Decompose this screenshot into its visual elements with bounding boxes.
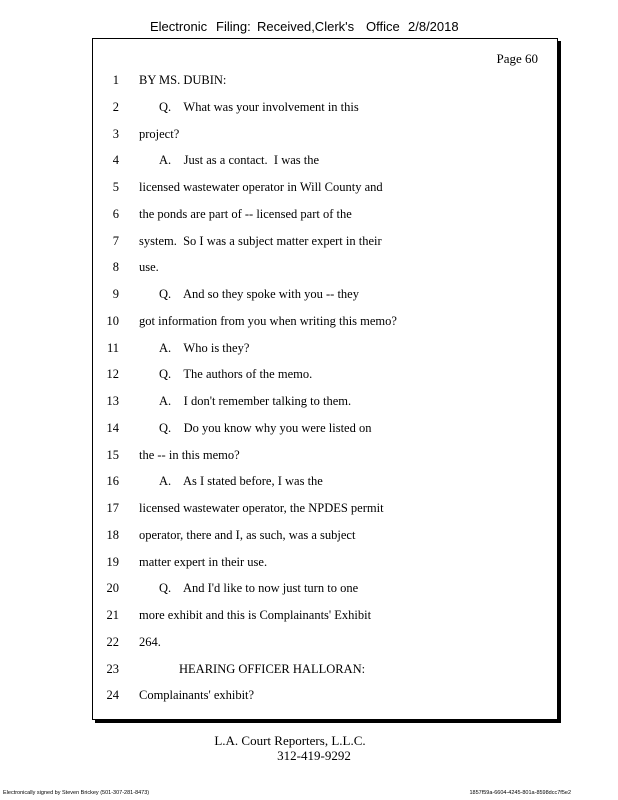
line-text: Q. And so they spoke with you -- they xyxy=(159,287,359,301)
transcript-line xyxy=(93,448,557,468)
line-text: operator, there and I, as such, was a subject xyxy=(139,527,356,542)
line-text: licensed wastewater operator, the NPDES permit xyxy=(139,501,384,515)
transcript-line xyxy=(93,581,557,601)
header-filing: Filing: xyxy=(216,19,251,34)
transcript-line xyxy=(93,180,557,200)
transcript-line xyxy=(93,688,557,708)
line-text: the ponds are part of -- licensed part of the xyxy=(139,206,352,221)
line-text: A. I don't remember talking to them. xyxy=(159,394,352,408)
transcript-line xyxy=(93,341,557,361)
line-text: matter expert in their use. xyxy=(139,554,268,569)
footer-phone: 312-419-9292 xyxy=(277,748,351,763)
line-number: 18 xyxy=(106,527,119,542)
line-text: Q. The authors of the memo. xyxy=(159,367,313,382)
line-text: 264. xyxy=(139,634,161,649)
line-text: Q. What was your involvement in this xyxy=(159,99,359,114)
signature-right: 1857f59a-6604-4245-801a-8598dcc7f5e2 xyxy=(469,790,571,796)
header-electronic: Electronic xyxy=(150,19,208,34)
line-text: the -- in this memo? xyxy=(139,447,240,462)
transcript-page xyxy=(92,38,558,720)
line-number: 6 xyxy=(112,206,119,221)
line-number: 12 xyxy=(106,367,119,382)
line-number: 4 xyxy=(112,153,119,168)
transcript-line xyxy=(93,635,557,655)
line-number: 3 xyxy=(112,126,119,141)
line-number: 16 xyxy=(106,474,119,489)
transcript-line xyxy=(93,73,557,93)
transcript-line xyxy=(93,394,557,414)
line-text: A. Just as a contact. I was the xyxy=(159,153,320,168)
line-number: 2 xyxy=(112,99,119,114)
line-number: 24 xyxy=(106,688,119,703)
line-text: HEARING OFFICER HALLORAN: xyxy=(179,661,366,676)
transcript-line xyxy=(93,555,557,575)
line-number: 17 xyxy=(106,501,119,515)
header-date: 2/8/2018 xyxy=(408,19,459,34)
line-number: 22 xyxy=(106,634,119,649)
line-number: 10 xyxy=(106,313,119,328)
transcript-line xyxy=(93,260,557,280)
line-number: 21 xyxy=(106,608,119,622)
line-text: system. So I was a subject matter expert in their xyxy=(139,233,382,248)
line-text: licensed wastewater operator in Will County and xyxy=(139,180,383,194)
page-number: Page 60 xyxy=(496,51,538,66)
line-number: 15 xyxy=(106,447,119,462)
line-number: 19 xyxy=(106,554,119,569)
line-number: 20 xyxy=(106,581,119,596)
transcript-line xyxy=(93,153,557,173)
line-number: 14 xyxy=(106,420,119,435)
line-text: BY MS. DUBIN: xyxy=(139,73,227,87)
transcript-line xyxy=(93,474,557,494)
line-number: 9 xyxy=(112,287,119,301)
transcript-line xyxy=(93,501,557,521)
footer-company: L.A. Court Reporters, L.L.C. xyxy=(214,733,366,748)
line-number: 11 xyxy=(106,340,119,355)
line-number: 5 xyxy=(112,180,119,194)
transcript-line xyxy=(93,421,557,441)
line-text: A. Who is they? xyxy=(159,340,250,355)
line-text: use. xyxy=(139,260,159,275)
line-text: Q. And I'd like to now just turn to one xyxy=(159,581,359,596)
transcript-line xyxy=(93,662,557,682)
transcript-line xyxy=(93,367,557,387)
transcript-line xyxy=(93,100,557,120)
line-text: Q. Do you know why you were listed on xyxy=(159,420,372,435)
transcript-line xyxy=(93,287,557,307)
transcript-line xyxy=(93,127,557,147)
header-office: Office xyxy=(366,19,400,34)
line-text: Complainants' exhibit? xyxy=(139,688,255,703)
line-text: more exhibit and this is Complainants' Exhibit xyxy=(139,608,372,622)
line-text: got information from you when writing this memo? xyxy=(139,313,397,328)
transcript-line xyxy=(93,608,557,628)
signature-left: Electronically signed by Steven Brickey (501-307-281-8473) xyxy=(3,790,150,796)
line-text: project? xyxy=(139,126,180,141)
transcript-line xyxy=(93,314,557,334)
header-received: Received,Clerk's xyxy=(257,19,355,34)
line-text: A. As I stated before, I was the xyxy=(159,474,323,489)
transcript-line xyxy=(93,207,557,227)
line-number: 8 xyxy=(112,260,119,275)
line-number: 23 xyxy=(106,661,119,676)
filing-header xyxy=(0,19,618,37)
line-number: 13 xyxy=(106,394,119,408)
line-number: 1 xyxy=(112,73,119,87)
transcript-line xyxy=(93,528,557,548)
transcript-line xyxy=(93,234,557,254)
line-number: 7 xyxy=(112,233,119,248)
